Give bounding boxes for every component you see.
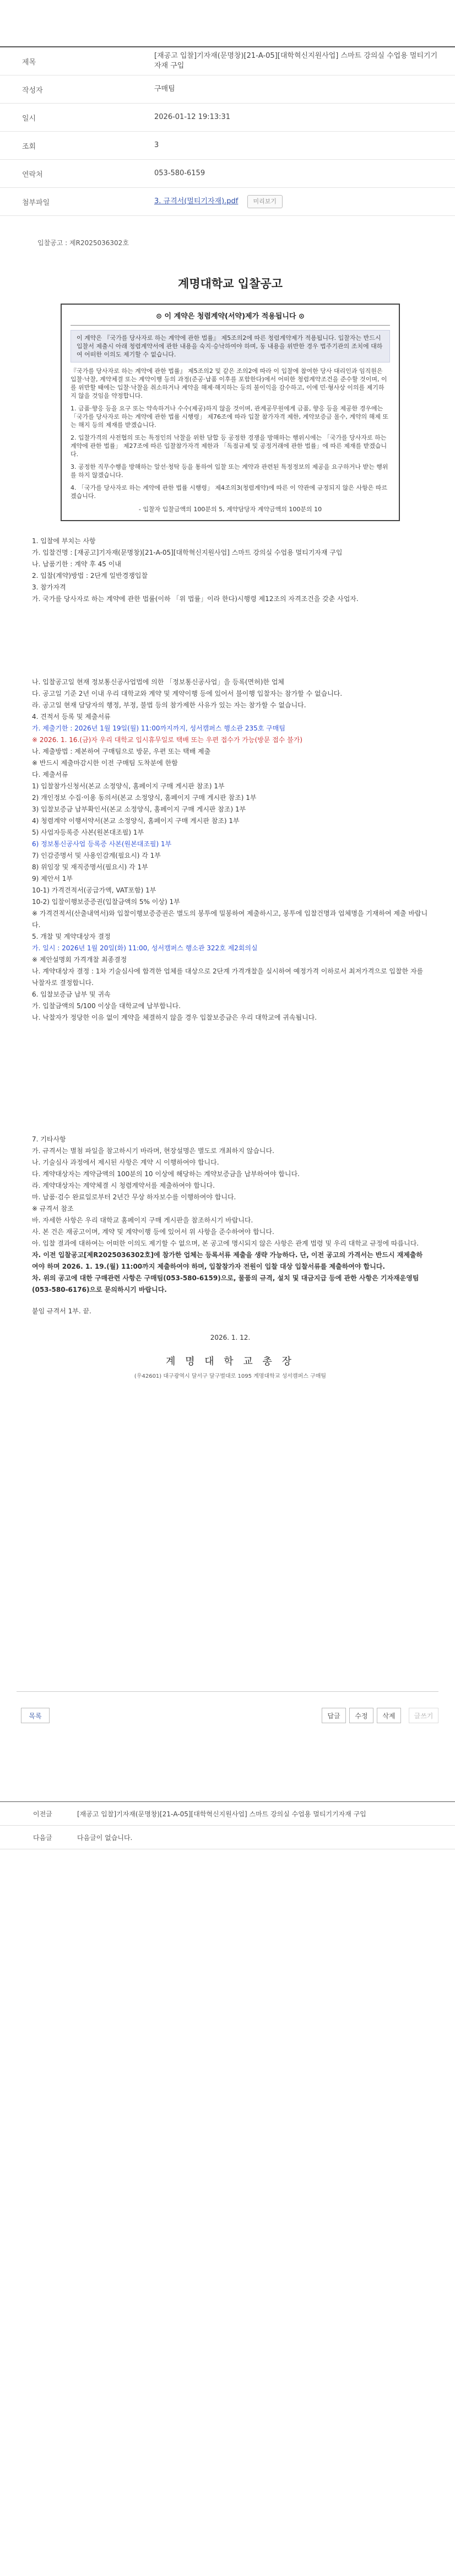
- meta-label-attachment: 첨부파일: [22, 198, 50, 207]
- section-note: ※ 반드시 제출마감시한 이전 구매팀 도착분에 한함: [32, 759, 178, 767]
- section-item: 나. 납품기한 : 계약 후 45 이내: [32, 560, 121, 568]
- section-item: 아. 입찰 결과에 대하여는 어떠한 이의도 제기할 수 없으며, 본 공고에 명시되지 않은 사항은 관계 법령 및 우리 대학교 규정에 따릅니다.: [32, 1240, 419, 1247]
- section-item: 다. 공고일 기준 2년 이내 우리 대학교와 계약 및 계약이행 등에 있어서 불이행 입찰자는 참가할 수 없습니다.: [32, 690, 343, 697]
- document-item: 6) 정보통신공사업 등록증 사본(원본대조필) 1부: [32, 840, 172, 848]
- preview-button[interactable]: 미리보기: [247, 195, 283, 208]
- section-item: 라. 공고일 현재 담당자의 행정, 부정, 불법 등의 참가제한 사유가 있는 자는 참가할 수 없습니다.: [32, 701, 306, 709]
- submission-note: ※ 2026. 1. 16.(금)자 우리 대학교 입시휴무일로 택배 또는 우편 접수가 가능(방문 접수 불가): [32, 736, 303, 744]
- integrity-contract-box: [61, 304, 400, 521]
- notice-body: [32, 535, 429, 1317]
- notice-title: 계명대학교 입찰공고: [178, 277, 283, 290]
- post-content: [32, 238, 429, 1379]
- meta-row-date: [0, 104, 455, 132]
- meta-row-views: [0, 132, 455, 160]
- attachment-cell: [154, 195, 455, 208]
- integrity-item: 4. 「국가를 당사자로 하는 계약에 관한 법률 시행령」 제4조의3(청렴계약)에 따른 이 약관에 규정되지 않은 사항은 따르겠습니다.: [71, 484, 388, 500]
- section-heading: 6. 입찰보증금 납부 및 귀속: [32, 991, 111, 998]
- next-post-value: 다음글이 없습니다.: [77, 1833, 133, 1842]
- section-item: 바. 자세한 사항은 우리 대학교 홈페이지 구매 게시판을 참조하시기 바랍니다.: [32, 1216, 253, 1224]
- section-note: ※ 규격서 참조: [32, 1205, 74, 1213]
- meta-label-date: 일시: [22, 114, 36, 123]
- previous-notice-item: 자. 이전 입찰공고[제R2025036302호]에 참가한 업체는 등록서류 제출을 생략 가능하다. 단, 이전 공고의 가격서는 반드시 재제출하여야 하며 2026. 1. 19.(월) 11:00까지 제출하여야 하며, 입찰참가자 전원이 입찰 대상 입찰서류를 제출하여야 합니다.: [32, 1251, 423, 1270]
- notice-number: 입찰공고 : 제R2025036302호: [37, 239, 129, 247]
- write-button[interactable]: 글쓰기: [409, 1708, 438, 1723]
- integrity-paragraph: 『국가를 당사자로 하는 계약에 관한 법률』 제5조의2 및 같은 조의2에 따라 이 입찰에 참여한 당사 대리인과 임직원은 입찰·낙찰, 계약체결 또는 계약이행 등의 과정(준공·납품 이후를 포함한다)에서 어떠한 청렴계약조건을 준수할 것이며, 이를 위반할 때에는 입찰·낙찰을 취소하거나 계약을 해제·해지하는 등의 불이익을 감수하고, 이에 민·형사상 이의를 제기하지 않을 것임을 약정합니다.: [71, 367, 387, 399]
- next-post-label: 다음글: [33, 1833, 52, 1842]
- section-item: 마. 납품·검수 완료일로부터 2년간 무상 하자보수를 이행하여야 합니다.: [32, 1193, 236, 1201]
- closing-line: 붙임 규격서 1부. 끝.: [32, 1307, 91, 1315]
- section-heading: 3. 참가자격: [32, 583, 66, 591]
- integrity-box-divider: [71, 325, 390, 326]
- section-item: 가. 입찰건명 : [재공고]기자재(문명창)[21-A-05][대학혁신지원사업] 스마트 강의실 수업용 멀티기자재 구입: [32, 549, 343, 556]
- edit-button[interactable]: 수정: [349, 1708, 373, 1723]
- meta-label-author: 작성자: [22, 86, 43, 95]
- signature-block: [32, 1334, 429, 1379]
- issuer-address: (우42601) 대구광역시 달서구 달구벌대로 1095 계명대학교 성서캠퍼스 구매팀: [134, 1373, 327, 1379]
- document-item: 9) 제안서 1부: [32, 875, 73, 883]
- document-item: 7) 인감증명서 및 사용인감계(필요시) 각 1부: [32, 852, 161, 859]
- post-views: 3: [154, 141, 159, 149]
- section-item: 다. 계약대상자는 계약금액의 100분의 10 이상에 해당하는 계약보증금을 납부하여야 합니다.: [32, 1170, 300, 1178]
- document-item: 10-1) 가격견적서(공급가액, VAT포함) 1부: [32, 886, 156, 894]
- section-item: 나. 낙찰자가 정당한 이유 없이 계약을 체결하지 않을 경우 입찰보증금은 우리 대학교에 귀속됩니다.: [32, 1014, 317, 1021]
- notice-date: 2026. 1. 12.: [210, 1334, 251, 1341]
- section-item: 가. 규격서는 별첨 파일을 참고하시기 바라며, 현장설명은 별도로 개최하지 않습니다.: [32, 1147, 274, 1155]
- integrity-box-heading: ⊙ 이 계약은 청렴계약(서약)제가 적용됩니다 ⊙: [156, 312, 305, 321]
- section-item: 나. 기술심사 과정에서 제시된 사항은 계약 시 이행하여야 합니다.: [32, 1159, 219, 1166]
- section-item: 사. 본 건은 재공고이며, 계약 및 계약이행 등에 있어서 위 사항을 준수하여야 합니다.: [32, 1228, 274, 1236]
- post-navigation: [0, 1801, 455, 1849]
- submission-deadline: 가. 제출기한 : 2026년 1월 19일(월) 11:00까지까지, 성서캠퍼스 행소관 235호 구매팀: [32, 724, 285, 732]
- meta-row-attachment: [0, 188, 455, 216]
- meta-label-phone: 연락처: [22, 170, 43, 179]
- delete-button[interactable]: 삭제: [377, 1708, 401, 1723]
- content-divider: [17, 1691, 438, 1692]
- integrity-box-intro: 이 계약은 『국가를 당사자로 하는 계약에 관한 법률』 제5조의2에 따른 청렴계약제가 적용됩니다. 입찰자는 반드시 입찰서 제출시 아래 청렴계약서에 관한 내용을 숙지·승낙하여야 하며, 동 내용을 위반한 경우 법주기관의 조치에 대하여 어떠한 이의도 제기할 수 없습니다.: [71, 330, 390, 362]
- section-item: 나. 제출방법 : 제본하여 구매팀으로 방문, 우편 또는 택배 제출: [32, 748, 211, 755]
- meta-row-author: [0, 75, 455, 104]
- reply-button[interactable]: 답글: [322, 1708, 346, 1723]
- opening-date: 가. 일시 : 2026년 1월 20일(화) 11:00, 성서캠퍼스 행소관 322호 제2회의실: [32, 944, 258, 952]
- section-heading: 2. 입찰(계약)방법 : 2단계 일반경쟁입찰: [32, 572, 148, 580]
- meta-label-title: 제목: [22, 58, 36, 67]
- section-item: 나. 계약대상자 결정 : 1차 기술심사에 합격한 업체를 대상으로 2단계 가격개찰을 실시하여 예정가격 이하로서 최저가격으로 입찰한 자를 낙찰자로 결정합니다.: [32, 967, 425, 987]
- integrity-item: 3. 공정한 직무수행을 방해하는 알선·청탁 등을 통하여 입찰 또는 계약과 관련된 특정정보의 제공을 요구하거나 받는 행위를 하지 않겠습니다.: [71, 463, 388, 479]
- post-title: [재공고 입찰]기자재(문명창)[21-A-05][대학혁신지원사업] 스마트 강의실 수업용 멀티기기자재 구입: [154, 52, 438, 70]
- list-button[interactable]: 목록: [21, 1708, 50, 1723]
- blank-space: [32, 605, 429, 677]
- section-heading: 1. 입찰에 부치는 사항: [32, 537, 96, 545]
- section-item: 가. 국가를 당사자로 하는 계약에 관한 법률(이하 「위 법률」이라 한다)시행령 제12조의 자격조건을 갖춘 사업자.: [32, 595, 359, 603]
- document-item: 8) 위임장 및 재직증명서(필요시) 각 1부: [32, 863, 148, 871]
- section-heading: 5. 개찰 및 계약대상자 결정: [32, 933, 111, 940]
- prev-post-row[interactable]: [0, 1801, 455, 1826]
- prev-post-label: 이전글: [33, 1810, 52, 1818]
- issuer-name: 계 명 대 학 교 총 장: [165, 1356, 295, 1367]
- section-heading: 7. 기타사항: [32, 1135, 66, 1143]
- post-phone: 053-580-6159: [154, 169, 205, 177]
- section-item: 라. 계약대상자는 계약체결 시 청렴계약서를 제출하여야 합니다.: [32, 1182, 215, 1189]
- section-item: 나. 입찰공고일 현재 정보통신공사업법에 의한 「정보통신공사업」을 등록(면허)한 업체: [32, 678, 285, 686]
- document-item: 2) 개인정보 수집·이용 동의서(본교 소정양식, 홈페이지 구매 게시판 참조) 1부: [32, 794, 257, 802]
- blank-space: [32, 1024, 429, 1134]
- integrity-box-footer: - 입찰자 입찰금액의 100분의 5, 계약담당자 계약금액의 100분의 10: [138, 506, 322, 513]
- document-item: 5) 사업자등록증 사본(원본대조필) 1부: [32, 829, 144, 836]
- document-item: 10-2) 입찰이행보증증권(입찰금액의 5% 이상) 1부: [32, 898, 180, 906]
- contact-item: 차. 위의 공고에 대한 구매관련 사항은 구매팀(053-580-6159)으로, 물품의 규격, 설치 및 대금지급 등에 관한 사항은 기자재운영팀(053-580-6176)으로 문의하시기 바랍니다.: [32, 1274, 419, 1294]
- meta-row-phone: [0, 160, 455, 188]
- attachment-link[interactable]: 3. 규격서(멀티기자재).pdf: [154, 197, 239, 205]
- meta-row-title: [0, 46, 455, 75]
- section-item: 가. 입찰금액의 5/100 이상을 대학교에 납부합니다.: [32, 1002, 181, 1010]
- post-date: 2026-01-12 19:13:31: [154, 113, 231, 121]
- document-item: 4) 청렴계약 이행서약서(본교 소정양식, 홈페이지 구매 게시판 참조) 1부: [32, 817, 240, 825]
- next-post-row: [0, 1826, 455, 1849]
- section-note: ※ 가격견적서(산출내역서)와 입찰이행보증증권은 별도의 봉투에 밀봉하여 제출하시고, 봉투에 입찰건명과 업체명을 기재하여 제출 바랍니다.: [32, 910, 428, 929]
- document-item: 1) 입찰참가신청서(본교 소정양식, 홈페이지 구매 게시판 참조) 1부: [32, 782, 225, 790]
- prev-post-link[interactable]: [재공고 입찰]기자재(문명창)[21-A-05][대학혁신지원사업] 스마트 강의실 수업용 멀티기기자재 구입: [77, 1810, 366, 1818]
- meta-label-views: 조회: [22, 142, 36, 151]
- integrity-item: 1. 금품·향응 등을 요구 또는 약속하거나 수수(제공)하지 않을 것이며, 관계공무원에게 금품, 향응 등을 제공한 경우에는 「국가를 당사자로 하는 계약에 관한 법률 시행령」 제76조에 따라 입찰 참가자격 제한, 계약보증금 몰수, 계약의 해제 또는 해지 등의 제재를 받겠습니다.: [71, 405, 389, 429]
- integrity-item: 2. 입찰가격의 사전협의 또는 특정인의 낙찰을 위한 담합 등 공정한 경쟁을 방해하는 행위시에는 「국가를 당사자로 하는 계약에 관한 법률」 제27조에 따른 입찰참가자격 제한과 「독점규제 및 공정거래에 관한 법률」에 따른 제재를 받겠습니다.: [71, 434, 387, 458]
- section-note: ※ 제안설명회 가격개찰 최종결정: [32, 956, 127, 964]
- section-heading: 4. 견적서 등록 및 제출서류: [32, 713, 111, 721]
- post-meta-table: [0, 46, 455, 216]
- post-author: 구매팀: [154, 85, 175, 93]
- section-item: 다. 제출서류: [32, 771, 68, 778]
- document-item: 3) 입찰보증금 납부확인서(본교 소정양식, 홈페이지 구매 게시판 참조) 1부: [32, 805, 246, 813]
